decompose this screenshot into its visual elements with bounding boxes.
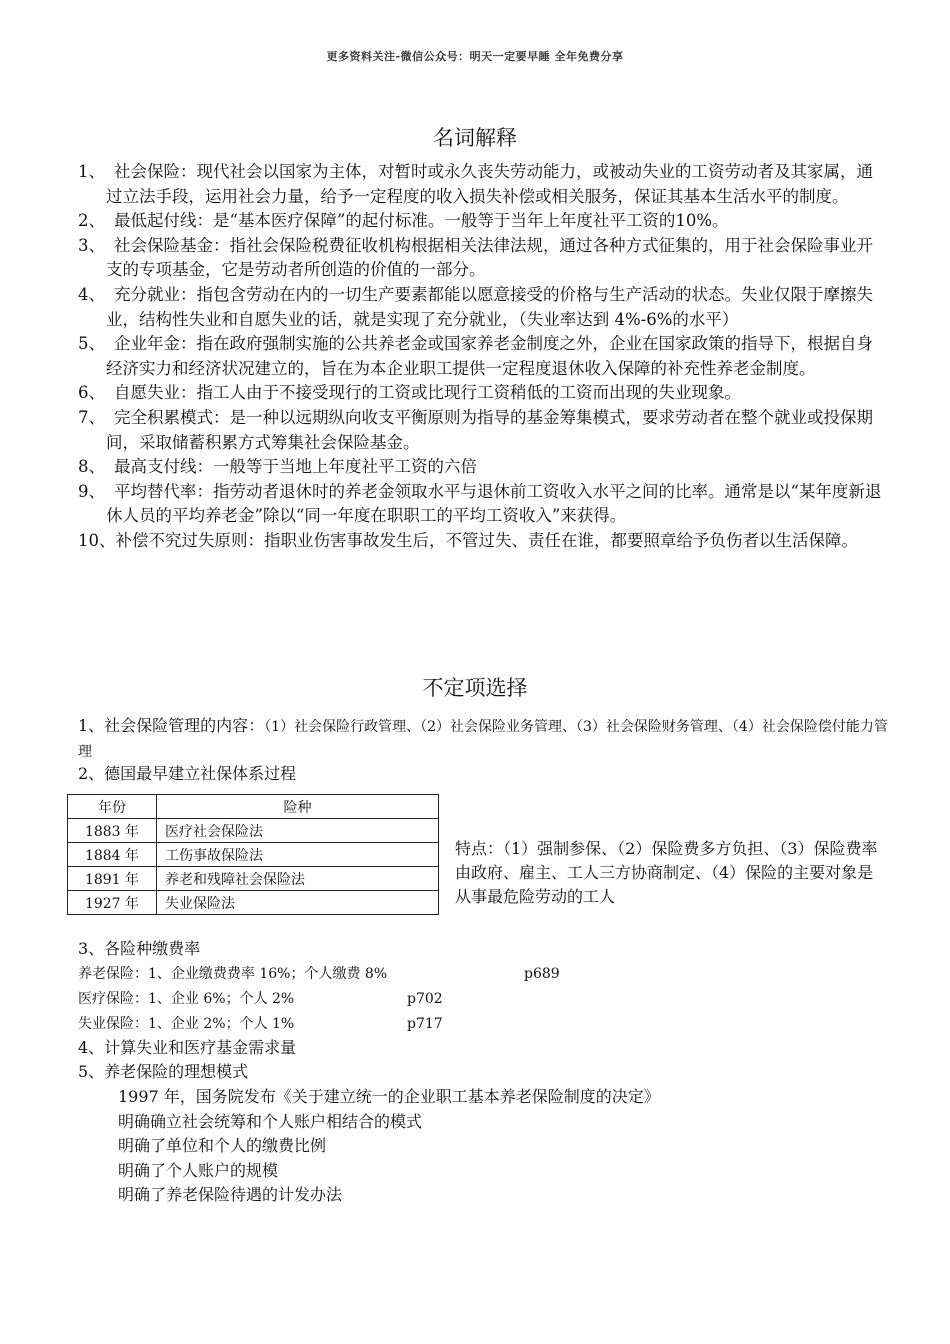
question-3-label: 3、各险种缴费率 [78,939,201,958]
page-header: 更多资料关注-微信公众号：明天一定要早睡 全年免费分享 [326,50,624,63]
features-text: 特点：（1）强制参保、（2）保险费多方负担、（3）保险费率由政府、雇主、工人三方协商制定、（4）保险的主要对象是从事最危险劳动的工人 [455,839,878,906]
table-cell-year: 1891 年 [68,867,157,891]
definition-text: 充分就业：指包含劳动在内的一切生产要素都能以愿意接受的价格与生产活动的状态。失业仅限于摩擦失业，结构性失业和自愿失业的话，就是实现了充分就业，（失业率达到 4%-6%的水平） [106,284,873,329]
definition-text: 完全积累模式：是一种以远期纵向收支平衡原则为指导的基金筹集模式，要求劳动者在整个就业或投保期间，采取储蓄积累方式筹集社会保险基金。 [106,407,873,452]
definition-number: 4、 [78,284,105,304]
pension-model-line: 明确了养老保险待遇的计发办法 [118,1185,343,1204]
rate-page-ref: p717 [407,1016,443,1032]
germany-history-table [67,794,439,915]
question-1-answer: （1）社会保险行政管理、（2）社会保险业务管理、（3）社会保险财务管理、（4）社会保险偿付能力管理 [78,719,888,760]
pension-model-line: 明确确立社会统筹和个人账户相结合的模式 [118,1111,423,1131]
rate-text: 失业保险：1、企业 2%；个人 1% [78,1016,295,1032]
table-row [68,819,439,843]
definition-item [78,455,888,480]
question-1 [78,714,888,764]
rate-text: 养老保险：1、企业缴费费率 16%；个人缴费 8% [78,966,388,982]
rate-page-ref: p702 [407,991,443,1007]
table-row [68,843,439,867]
question-5-label: 5、养老保险的理想模式 [78,1062,249,1081]
pension-model-line: 明确了单位和个人的缴费比例 [118,1136,327,1155]
definition-text: 最高支付线：一般等于当地上年度社平工资的六倍 [114,457,477,477]
definition-number: 3、 [78,235,105,255]
definition-text: 最低起付线：是“基本医疗保障”的起付标准。一般等于当年上年度社平工资的10%。 [114,211,729,231]
table-cell-year: 1883 年 [68,819,157,843]
definitions-list [78,160,888,554]
definition-number: 6、 [78,383,105,403]
table-row [68,891,439,915]
definition-text: 补偿不究过失原则：指职业伤害事故发生后，不管过失、责任在谁，都要照章给予负伤者以生活保障。 [115,530,858,550]
definition-item [78,283,888,332]
rate-page-ref: p689 [524,966,560,982]
definition-number: 2、 [78,211,105,231]
definition-item [78,332,888,381]
question-2-label: 2、德国最早建立社保体系过程 [78,764,297,783]
pension-model-line: 明确了个人账户的规模 [118,1160,279,1180]
definition-number: 9、 [78,481,105,501]
definition-number: 5、 [78,334,105,354]
section-title-multiple-choice: 不定项选择 [422,676,528,700]
definition-item [78,529,888,554]
rate-text: 医疗保险：1、企业 6%；个人 2% [78,991,295,1007]
question-4-label: 4、计算失业和医疗基金需求量 [78,1038,297,1057]
definition-item [78,381,888,406]
section-title-definitions: 名词解释 [433,126,517,150]
table-header-type: 险种 [157,795,439,819]
pension-model-lines [118,1085,660,1208]
table-cell-type: 医疗社会保险法 [157,819,439,843]
question-1-label: 1、社会保险管理的内容： [78,716,265,735]
definition-item [78,209,888,234]
definition-text: 企业年金：指在政府强制实施的公共养老金或国家养老金制度之外，企业在国家政策的指导下，根据自身经济实力和经济状况建立的，旨在为本企业职工提供一定程度退休收入保障的补充性养老金制度。 [106,334,873,378]
table-header-year: 年份 [68,795,157,819]
table-cell-type: 养老和残障社会保险法 [157,867,439,891]
pension-model-line: 1997 年，国务院发布《关于建立统一的企业职工基本养老保险制度的决定》 [118,1087,660,1106]
table-cell-type: 失业保险法 [157,891,439,915]
table-cell-type: 工伤事故保险法 [157,843,439,867]
definition-item [78,234,888,283]
definition-text: 平均替代率：指劳动者退休时的养老金领取水平与退休前工资收入水平之间的比率。通常是以“某年度新退休人员的平均养老金”除以“同一年度在职职工的平均工资收入”来获得。 [106,481,882,526]
table-header-row [68,795,439,819]
table-cell-year: 1927 年 [68,891,157,915]
definition-number: 7、 [78,407,105,427]
definition-number: 8、 [78,457,105,477]
table-row [68,867,439,891]
definition-number: 1、 [78,162,105,181]
definition-text: 自愿失业：指工人由于不接受现行的工资或比现行工资稍低的工资而出现的失业现象。 [114,383,741,403]
definition-item [78,160,888,209]
definition-number: 10、 [78,530,116,550]
table-cell-year: 1884 年 [68,843,157,867]
definition-text: 社会保险基金：指社会保险税费征收机构根据相关法律法规，通过各种方式征集的，用于社会保险事业开支的专项基金，它是劳动者所创造的价值的一部分。 [106,235,873,280]
definition-item [78,480,888,529]
definition-text: 社会保险：现代社会以国家为主体，对暂时或永久丧失劳动能力，或被动失业的工资劳动者及其家属，通过立法手段，运用社会力量，给予一定程度的收入损失补偿或相关服务，保证其基本生活水平的制度。 [106,162,873,206]
definition-item [78,406,888,455]
